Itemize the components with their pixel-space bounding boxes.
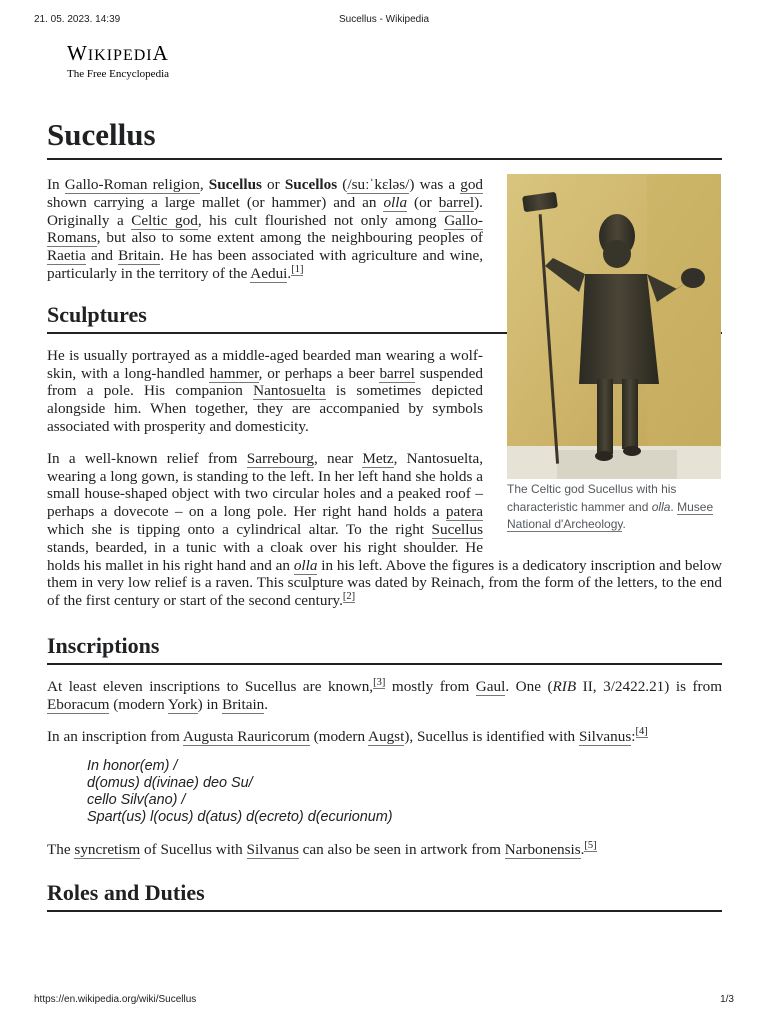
sculptures-paragraph-1: He is usually portrayed as a middle-aged bearded man wearing a wolf-skin, with a long-handled hammer, or perhaps a beer barrel suspended from a pole. His companion Nantosuelta is sometimes depicted alongside him. When together, they are accompanied by symbols associated with prosperity and domesticity. (47, 346, 483, 435)
link-york[interactable]: York (167, 695, 198, 713)
ref-4[interactable]: [4] (635, 726, 648, 738)
logo-wordmark (67, 43, 169, 66)
quote-line: Spart(us) l(ocus) d(atus) d(ecreto) d(ecurionum) (87, 809, 393, 826)
link-augst[interactable]: Augst (368, 727, 405, 745)
link-gallo-romans[interactable]: Gallo-Romans (47, 211, 483, 247)
quote-line: d(omus) d(ivinae) deo Su/ (87, 775, 253, 792)
print-header (0, 14, 768, 30)
logo-tagline: The Free Encyclopedia (67, 68, 170, 80)
link-aedui[interactable]: Aedui (250, 264, 288, 282)
print-footer (0, 994, 768, 1008)
figure-caption: The Celtic god Sucellus with his characteristic hammer and olla. Musee National d'Archeology. (507, 482, 714, 531)
article-content (47, 112, 722, 912)
inscription-quote (47, 758, 722, 826)
link-god[interactable]: god (460, 176, 483, 193)
link-narbonensis[interactable]: Narbonensis (504, 841, 581, 859)
wikipedia-logo[interactable] (67, 43, 169, 80)
print-datetime: 21. 05. 2023. 14:39 (34, 14, 121, 25)
link-raetia[interactable]: Raetia (47, 247, 86, 265)
link-syncretism[interactable]: syncretism (74, 841, 141, 859)
link-barrel-2[interactable]: barrel (379, 364, 415, 382)
link-barrel[interactable]: barrel (438, 193, 475, 211)
inscriptions-paragraph-3: The syncretism of Sucellus with Silvanus can also be seen in artwork from Narbonensis.[5] (47, 840, 597, 859)
link-pronunciation[interactable]: /suːˈkɛləs/ (347, 176, 410, 193)
infobox-figure (507, 174, 722, 534)
page-title: Sucellus (47, 112, 722, 160)
link-britain-2[interactable]: Britain (222, 695, 265, 713)
quote-line: In honor(em) / (87, 758, 178, 775)
link-sucellus[interactable]: Sucellus (431, 520, 483, 538)
link-hammer[interactable]: hammer (209, 364, 259, 382)
link-gallo-roman-religion[interactable]: Gallo-Roman religion (64, 176, 200, 193)
inscriptions-paragraph-1: At least eleven inscriptions to Sucellus are known,[3] mostly from Gaul. One (RIB II, 3/2422.21) is from Eboracum (modern York) in Britain. (47, 676, 723, 713)
print-doc-title: Sucellus - Wikipedia (338, 14, 430, 25)
print-url: https://en.wikipedia.org/wiki/Sucellus (34, 994, 197, 1005)
print-page-number: 1/3 (720, 994, 734, 1005)
link-augusta-rauricorum[interactable]: Augusta Rauricorum (182, 727, 310, 745)
link-nantosuelta[interactable]: Nantosuelta (253, 382, 326, 400)
sculptures-paragraph-2: In a well-known relief from Sarrebourg, near Metz, Nantosuelta, wearing a long gown, is standing to the left. In her left hand she holds a small house-shaped object with two circular holes and a peaked roof – perhaps a dovecote – on a long pole. Her right hand holds a patera which she is tipping onto a cylindrical altar. To the right Sucellus stands, bearded, in a tunic with a cloak over his right shoulder. He holds his mallet in his right hand and an olla in his left. Above the figures is a dedicatory inscription and below them in very low relief is a raven. This sculpture was dated by Reinach, from the form of the letters, to the end of the first century or start of the second century.[2] (47, 449, 722, 610)
heading-inscriptions: Inscriptions (47, 630, 722, 665)
link-silvanus-2[interactable]: Silvanus (246, 841, 299, 859)
inscriptions-paragraph-2: In an inscription from Augusta Rauricorum (modern Augst), Sucellus is identified with Silvanus:[4] (47, 726, 648, 745)
link-metz[interactable]: Metz (362, 449, 394, 467)
link-patera[interactable]: patera (445, 503, 483, 521)
link-britain[interactable]: Britain (118, 247, 161, 265)
sucellus-statue-image[interactable] (507, 174, 721, 479)
link-silvanus[interactable]: Silvanus (578, 727, 632, 745)
link-eboracum[interactable]: Eboracum (47, 695, 110, 713)
caption-link-museum[interactable]: Musee National d'Archeology (507, 499, 714, 531)
link-sarrebourg[interactable]: Sarrebourg (246, 449, 314, 467)
ref-5[interactable]: [5] (584, 840, 597, 852)
quote-line: cello Silv(ano) / (87, 792, 186, 809)
ref-1[interactable]: [1] (291, 263, 304, 275)
link-gaul[interactable]: Gaul (475, 677, 506, 695)
ref-3[interactable]: [3] (373, 676, 386, 688)
link-olla-2[interactable]: olla (293, 556, 318, 574)
heading-roles-and-duties: Roles and Duties (47, 877, 722, 912)
ref-2[interactable]: [2] (342, 591, 356, 603)
heading-sculptures: Sculptures (47, 299, 722, 334)
link-olla[interactable]: olla (383, 193, 408, 211)
logo-wordmark-text: WIKIPEDIA (67, 41, 169, 65)
link-celtic-god[interactable]: Celtic god (131, 211, 198, 229)
intro-paragraph: In Gallo-Roman religion, Sucellus or Sucellos (/suːˈkɛləs/) was a god shown carrying a large mallet (or hammer) and an olla (or barrel). Originally a Celtic god, his cult flourished not only among Gallo-Romans, but also to some extent among the neighbouring peoples of Raetia and Britain. He has been associated with agriculture and wine, particularly in the territory of the Aedui.[1] (47, 176, 483, 282)
